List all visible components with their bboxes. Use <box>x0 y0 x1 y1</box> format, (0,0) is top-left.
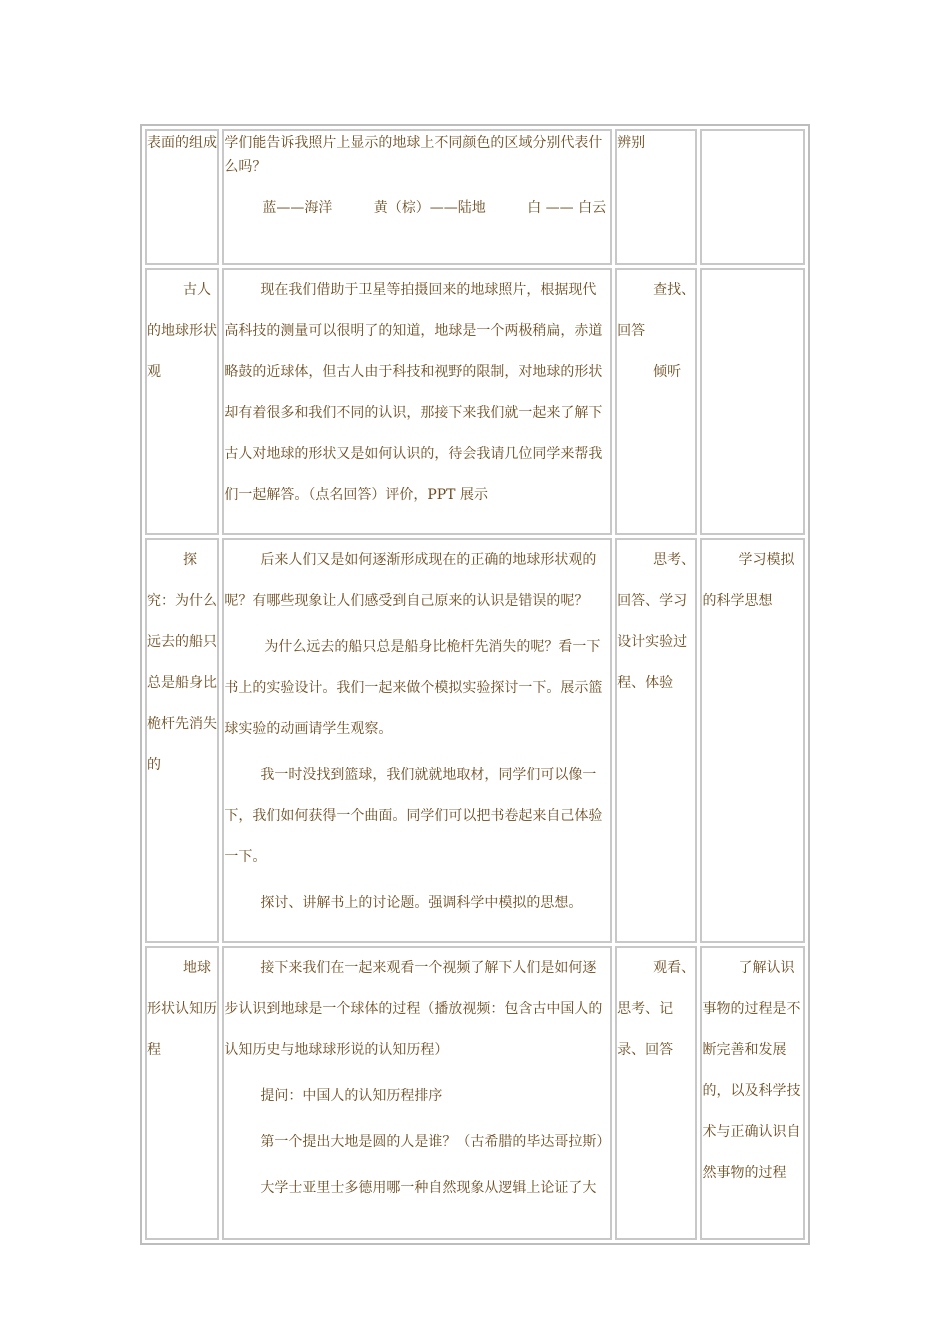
color-white-label: 白 —— 白云 <box>527 200 607 216</box>
table-row <box>145 129 805 265</box>
design-intent-cell <box>700 268 805 535</box>
teacher-paragraph: 学们能告诉我照片上显示的地球上不同颜色的区域分别代表什么吗？ <box>224 135 603 175</box>
topic-cell: 地球形状认知历程 <box>145 946 219 1240</box>
student-activity-cell: 观看、思考、记录、回答 <box>615 946 697 1240</box>
teacher-paragraph: 第一个提出大地是圆的人是谁？（古希腊的毕达哥拉斯） <box>260 1134 611 1150</box>
color-blue-label: 蓝——海洋 <box>262 200 333 216</box>
table-row <box>145 268 805 535</box>
teacher-paragraph: 提问：中国人的认知历程排序 <box>260 1088 443 1104</box>
color-yellow-label: 黄（棕）——陆地 <box>373 200 486 216</box>
teacher-activity-cell <box>222 538 612 943</box>
student-activity-cell: 思考、回答、学习设计实验过程、体验 <box>615 538 697 943</box>
teacher-paragraph: 为什么远去的船只总是船身比桅杆先消失的呢？看一下书上的实验设计。我们一起来做个模拟实验探讨一下。展示篮球实验的动画请学生观察。 <box>224 639 603 737</box>
teacher-paragraph: 探讨、讲解书上的讨论题。强调科学中模拟的思想。 <box>260 895 583 911</box>
topic-cell: 表面的组成 <box>145 129 219 265</box>
lesson-table <box>140 124 810 1245</box>
teacher-paragraph: 后来人们又是如何逐渐形成现在的正确的地球形状观的呢？有哪些现象让人们感受到自己原来的认识是错误的呢？ <box>224 552 597 609</box>
topic-cell: 探究：为什么远去的船只总是船身比桅杆先消失的 <box>145 538 219 943</box>
teacher-activity-cell <box>222 268 612 535</box>
teacher-paragraph: 接下来我们在一起来观看一个视频了解下人们是如何逐步认识到地球是一个球体的过程（播放视频：包含古中国人的认知历史与地球球形说的认知历程） <box>224 960 603 1058</box>
table-row <box>145 946 805 1240</box>
design-intent-cell: 学习模拟的科学思想 <box>700 538 805 943</box>
teacher-activity-cell <box>222 946 612 1240</box>
teacher-paragraph: 大学士亚里士多德用哪一种自然现象从逻辑上论证了大 <box>260 1180 597 1196</box>
table-row <box>145 538 805 943</box>
design-intent-cell <box>700 129 805 265</box>
student-activity-cell: 辨别 <box>615 129 697 265</box>
color-legend <box>224 196 610 220</box>
teacher-paragraph: 现在我们借助于卫星等拍摄回来的地球照片，根据现代高科技的测量可以很明了的知道，地球是一个两极稍扁，赤道略鼓的近球体，但古人由于科技和视野的限制，对地球的形状却有着很多和我们不同的认识，那接下来我们就一起来了解下古人对地球的形状又是如何认识的，待会我请几位同学来帮我们一起解答。（点名回答）评价，PPT 展示 <box>224 282 603 503</box>
teacher-activity-cell <box>222 129 612 265</box>
student-activity-cell: 查找、回答 倾听 <box>615 268 697 535</box>
design-intent-cell: 了解认识事物的过程是不断完善和发展的，以及科学技术与正确认识自然事物的过程 <box>700 946 805 1240</box>
teacher-paragraph: 我一时没找到篮球，我们就就地取材，同学们可以像一下，我们如何获得一个曲面。同学们可以把书卷起来自己体验一下。 <box>224 767 603 865</box>
topic-cell: 古人的地球形状观 <box>145 268 219 535</box>
